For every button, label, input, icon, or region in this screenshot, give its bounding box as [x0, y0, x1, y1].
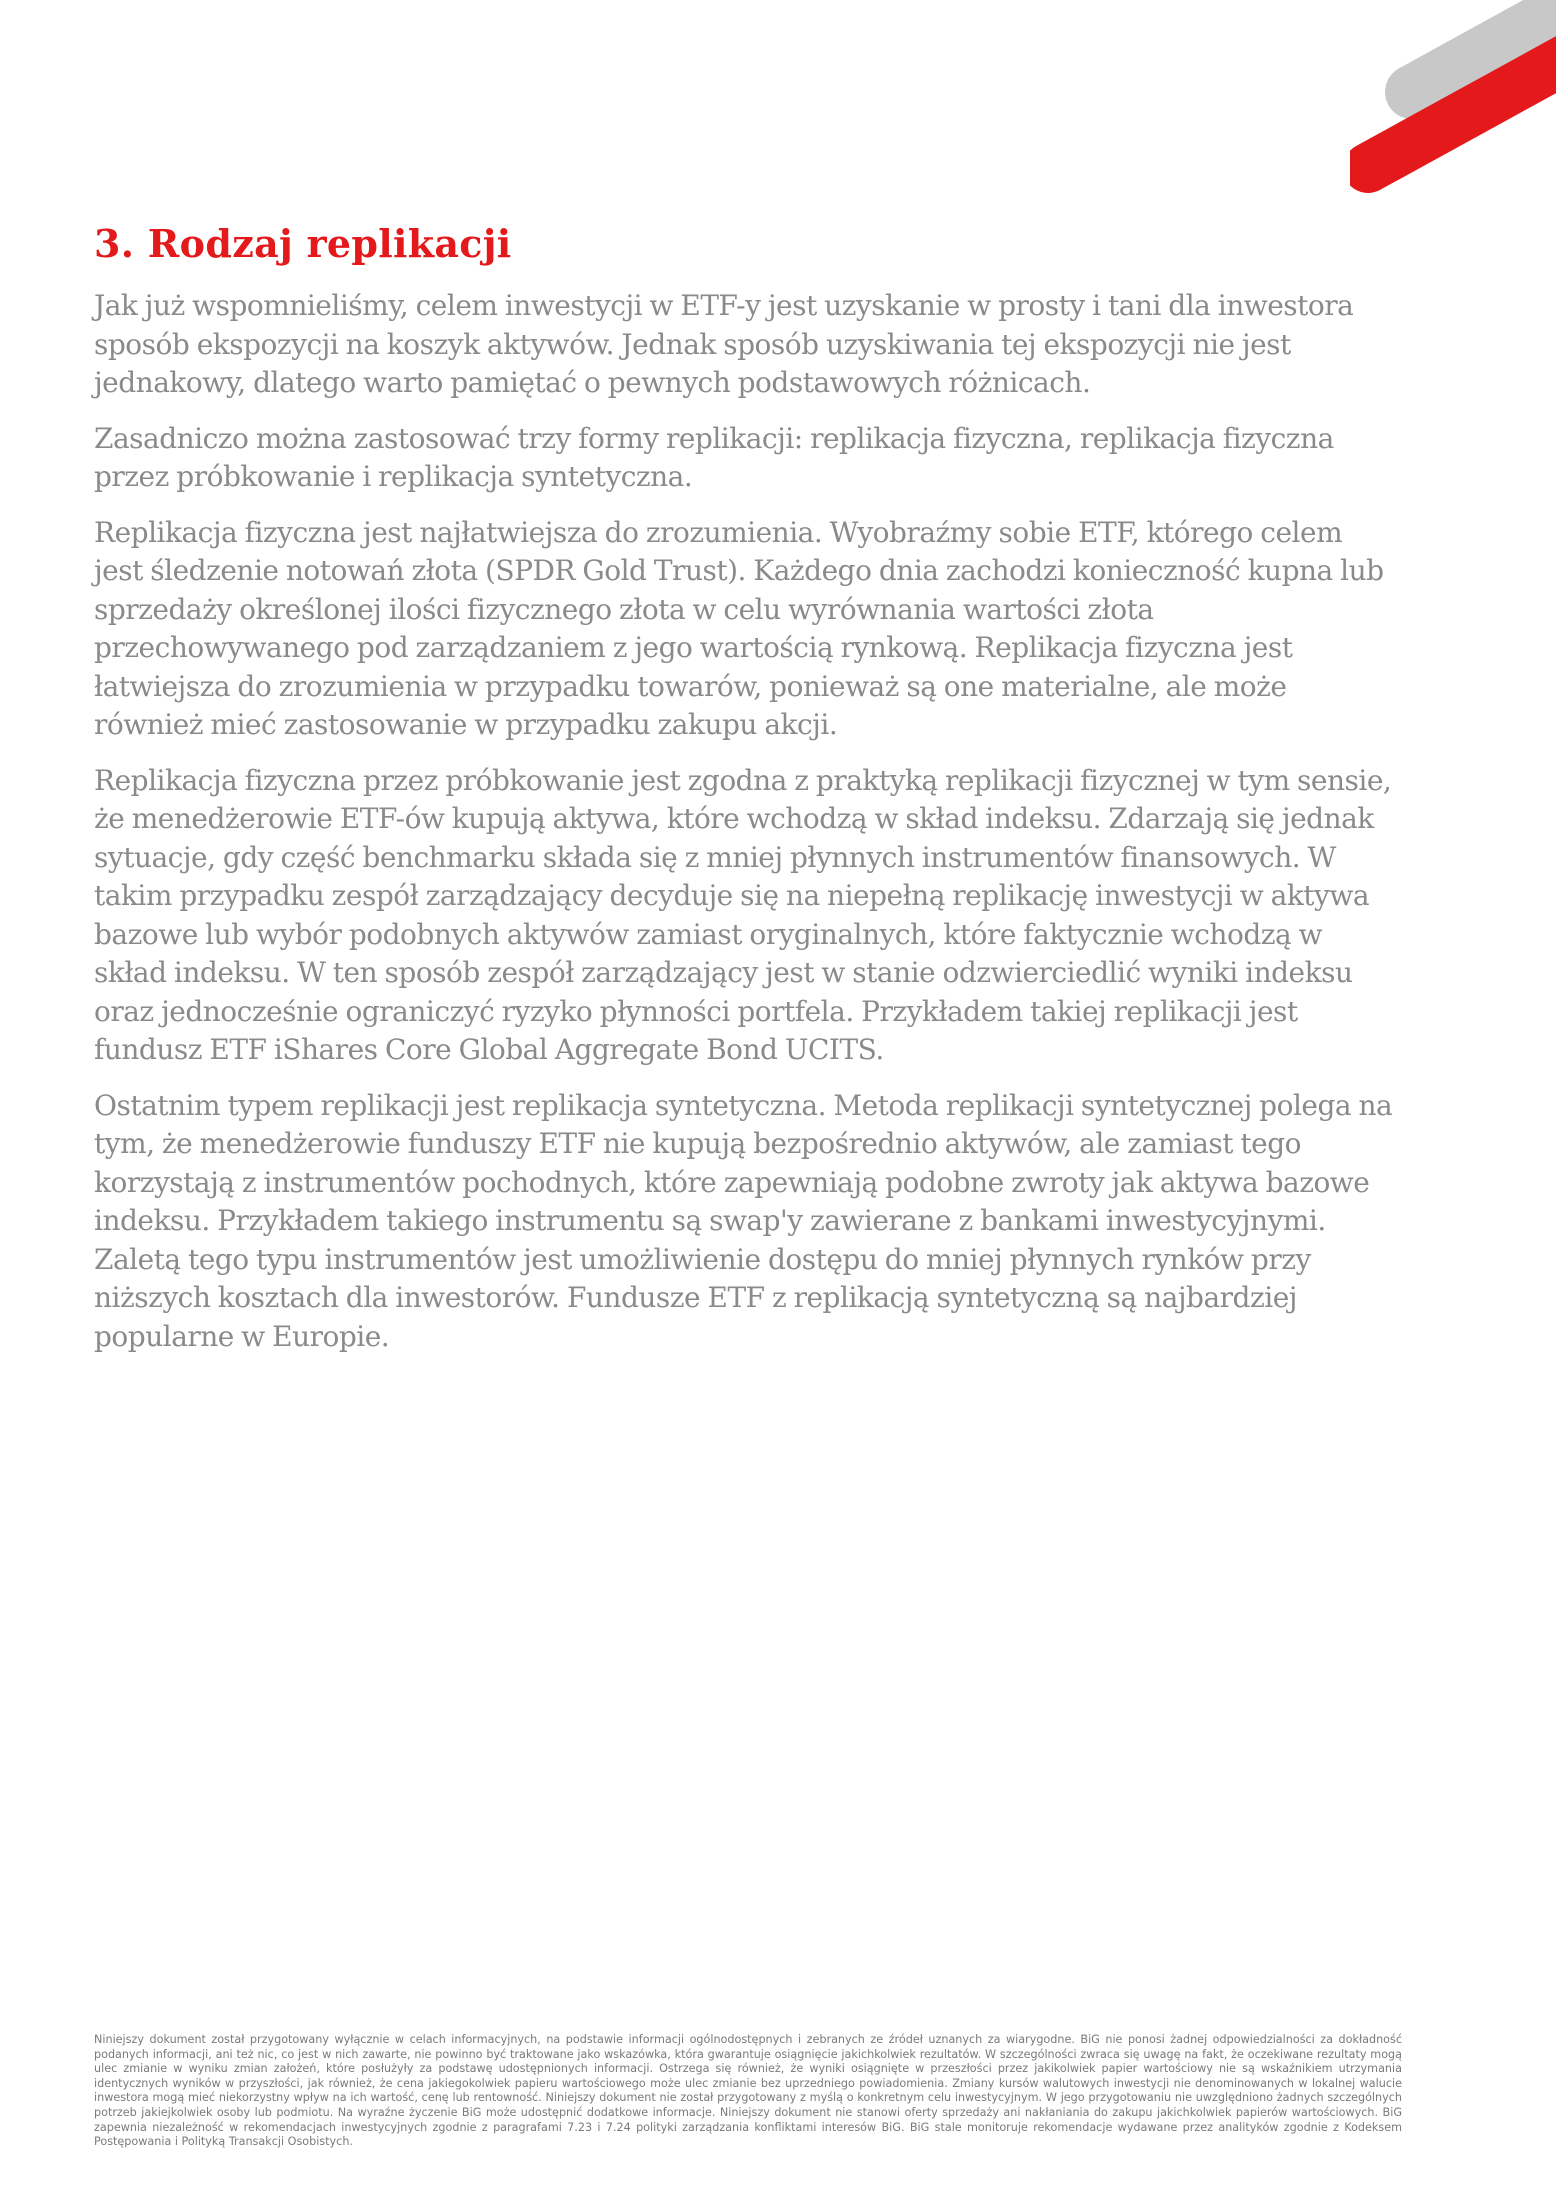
paragraph-synthetic-replication: Ostatnim typem replikacji jest replikacja syntetyczna. Metoda replikacji syntetycznej polega na tym, że menedżerowie funduszy ETF nie kupują bezpośrednio aktywów, ale zamiast tego korzystają z instrumentów pochodnych, które zapewniają podobne zwroty jak aktywa bazowe indeksu. Przykładem takiego instrumentu są swap'y zawierane z bankami inwestycyjnymi. Zaletą tego typu instrumentów jest umożliwienie dostępu do mniej płynnych rynków przy niższych kosztach dla inwestorów. Fundusze ETF z replikacją syntetyczną są najbardziej popularne w Europie. [94, 1088, 1393, 1353]
paragraph-replication-forms: Zasadniczo można zastosować trzy formy replikacji: replikacja fizyczna, replikacja fizyczna przez próbkowanie i replikacja syntetyczna. [94, 421, 1334, 493]
brand-stripes-icon [1350, 0, 1556, 210]
page-title: 3. Rodzaj replikacji [94, 221, 512, 266]
body-text [94, 287, 1394, 1373]
paragraph-sampling-replication: Replikacja fizyczna przez próbkowanie jest zgodna z praktyką replikacji fizycznej w tym sensie, że menedżerowie ETF-ów kupują aktywa, które wchodzą w skład indeksu. Zdarzają się jednak sytuacje, gdy część benchmarku składa się z mniej płynnych instrumentów finansowych. W takim przypadku zespół zarządzający decyduje się na niepełną replikację inwestycji w aktywa bazowe lub wybór podobnych aktywów zamiast oryginalnych, które faktycznie wchodzą w skład indeksu. W ten sposób zespół zarządzający jest w stanie odzwierciedlić wyniki indeksu oraz jednocześnie ograniczyć ryzyko płynności portfela. Przykładem takiej replikacji jest fundusz ETF iShares Core Global Aggregate Bond UCITS. [94, 763, 1392, 1066]
paragraph-intro: Jak już wspomnieliśmy, celem inwestycji w ETF-y jest uzyskanie w prosty i tani dla inwestora sposób ekspozycji na koszyk aktywów. Jednak sposób uzyskiwania tej ekspozycji nie jest jednakowy, dlatego warto pamiętać o pewnych podstawowych różnicach. [94, 289, 1354, 399]
paragraph-physical-replication: Replikacja fizyczna jest najłatwiejsza do zrozumienia. Wyobraźmy sobie ETF, którego celem jest śledzenie notowań złota (SPDR Gold Trust). Każdego dnia zachodzi konieczność kupna lub sprzedaży określonej ilości fizycznego złota w celu wyrównania wartości złota przechowywanego pod zarządzaniem z jego wartością rynkową. Replikacja fizyczna jest łatwiejsza do zrozumienia w przypadku towarów, ponieważ są one materialne, ale może również mieć zastosowanie w przypadku zakupu akcji. [94, 515, 1384, 741]
disclaimer: Niniejszy dokument został przygotowany wyłącznie w celach informacyjnych, na podstawie informacji ogólnodostępnych i zebranych ze źródeł uznanych za wiarygodne. BiG nie ponosi żadnej odpowiedzialności za dokładność podanych informacji, ani też nic, co jest w nich zawarte, nie powinno być traktowane jako wskazówka, która gwarantuje osiągnięcie jakichkolwiek rezultatów. W szczególności zwraca się uwagę na fakt, że oczekiwane rezultaty mogą ulec zmianie w wyniku zmian założeń, które posłużyły za podstawę udostępnionych informacji. Ostrzega się również, że wyniki osiągnięte w przeszłości przez jakikolwiek papier wartościowy nie są wskaźnikiem utrzymania identycznych wyników w przyszłości, jak również, że cena jakiegokolwiek papieru wartościowego może ulec zmianie bez uprzedniego powiadomienia. Zmiany kursów walutowych inwestycji nie denominowanych w lokalnej walucie inwestora mogą mieć niekorzystny wpływ na ich wartość, cenę lub rentowność. Niniejszy dokument nie został przygotowany z myślą o konkretnym celu inwestycyjnym. W jego przygotowaniu nie uwzględniono żadnych szczególnych potrzeb jakiejkolwiek osoby lub podmiotu. Na wyraźne życzenie BiG może udostępnić dodatkowe informacje. Niniejszy dokument nie stanowi oferty sprzedaży ani nakłaniania do zakupu jakichkolwiek papierów wartościowych. BiG zapewnia niezależność w rekomendacjach inwestycyjnych zgodnie z paragrafami 7.23 i 7.24 polityki zarządzania konfliktami interesów BiG. BiG stale monitoruje rekomendacje wydawane przez analityków zgodnie z Kodeksem Postępowania i Polityką Transakcji Osobistych. [94, 2033, 1402, 2149]
brand-logo [1350, 0, 1556, 210]
